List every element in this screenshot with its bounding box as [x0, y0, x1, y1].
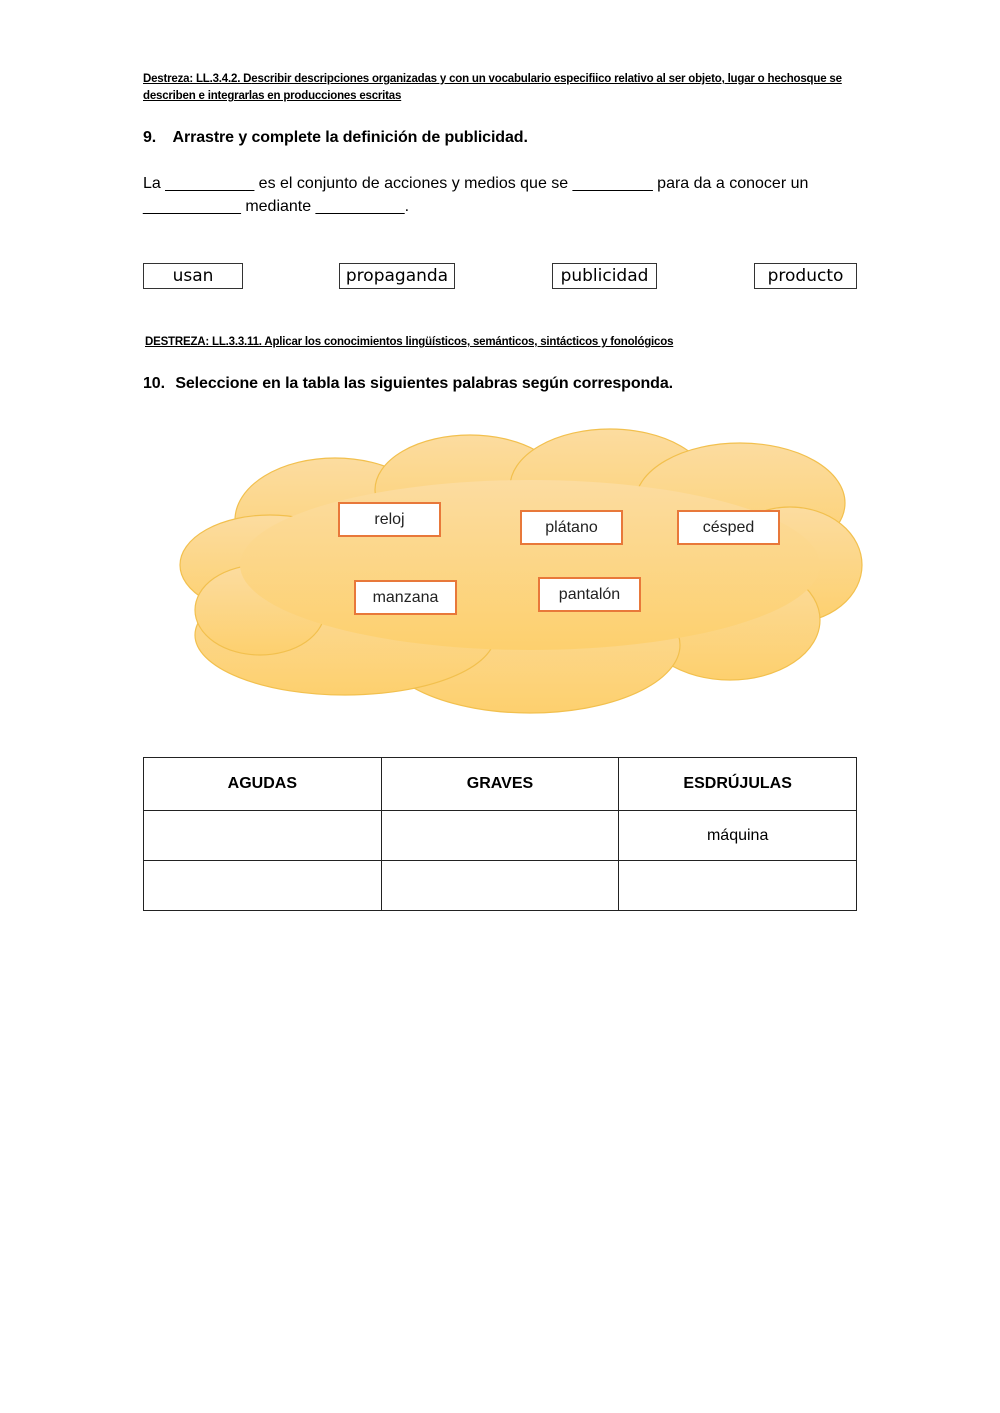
header-esdrujulas: ESDRÚJULAS — [619, 758, 857, 811]
paragraph-line-2: ___________ mediante __________. — [143, 198, 410, 215]
header-graves: GRAVES — [381, 758, 619, 811]
question-9-title — [143, 129, 528, 147]
table-row — [144, 811, 857, 861]
question-text: Seleccione en la tabla las siguientes palabras según corresponda. — [175, 375, 674, 392]
drag-word-publicidad[interactable]: publicidad — [552, 263, 657, 289]
drag-word-propaganda[interactable]: propaganda — [339, 263, 455, 289]
skill-statement-9 — [143, 71, 857, 105]
skill-text: escribir descripciones organizadas y con un vocabulario especifiico relativo al ser objeto, lugar o hechosque se describen e integrarlas en producciones escritas — [143, 73, 842, 102]
cloud-word-platano[interactable]: plátano — [520, 510, 623, 545]
question-text: Arrastre y complete la definición de publicidad. — [172, 129, 528, 146]
header-agudas: AGUDAS — [144, 758, 382, 811]
drop-cell-esdrujulas-2[interactable] — [619, 861, 857, 911]
cloud-word-pantalon[interactable]: pantalón — [538, 577, 641, 612]
cloud-shape — [170, 415, 870, 720]
question-number: 9. — [143, 129, 157, 146]
cloud-word-reloj[interactable]: reloj — [338, 502, 441, 537]
paragraph-line-1: La __________ es el conjunto de acciones y medios que se _________ para da a conocer un — [143, 175, 809, 192]
question-10-title — [143, 375, 673, 393]
skill-code: Destreza: LL.3.4.2. D — [143, 73, 252, 85]
definition-paragraph — [143, 172, 857, 218]
drop-cell-agudas-1[interactable] — [144, 811, 382, 861]
drag-word-usan[interactable]: usan — [143, 263, 243, 289]
drop-cell-graves-2[interactable] — [381, 861, 619, 911]
cloud-word-manzana[interactable]: manzana — [354, 580, 457, 615]
question-number: 10. — [143, 375, 165, 392]
classification-table — [143, 757, 857, 911]
drag-word-producto[interactable]: producto — [754, 263, 857, 289]
drop-cell-graves-1[interactable] — [381, 811, 619, 861]
table-row — [144, 861, 857, 911]
skill-statement-10: DESTREZA: LL.3.3.11. Aplicar los conocimientos lingüísticos, semánticos, sintácticos y fonológicos — [145, 336, 674, 348]
table-header-row — [144, 758, 857, 811]
drop-cell-agudas-2[interactable] — [144, 861, 382, 911]
cloud-word-cesped[interactable]: césped — [677, 510, 780, 545]
drop-cell-esdrujulas-1[interactable]: máquina — [619, 811, 857, 861]
